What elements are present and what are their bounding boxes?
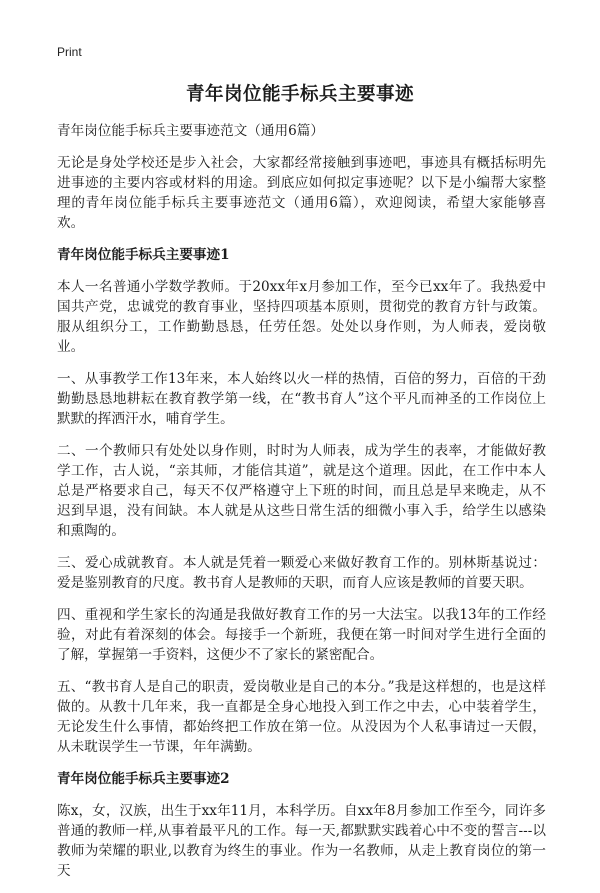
section1-paragraph-4: 三、爱心成就教育。本人就是凭着一颗爱心来做好教育工作的。别林斯基说过：爱是鉴别教育的尺度。教书育人是教师的天职，而育人应该是教师的首要天职。 xyxy=(57,555,546,591)
article-body xyxy=(57,121,546,893)
print-link[interactable]: Print xyxy=(57,45,82,59)
page-title: 青年岗位能手标兵主要事迹 xyxy=(185,84,414,105)
section1-paragraph-1: 本人一名普通小学数学教师。于20xx年x月参加工作，至今已xx年了。我热爱中国共产党，忠诚党的教育事业，坚持四项基本原则，贯彻党的教育方针与政策。服从组织分工，工作勤勤恳恳，任劳任怨。处处以身作则，为人师表，爱岗敬业。 xyxy=(57,279,546,355)
section1-paragraph-2: 一、从事教学工作13年来，本人始终以火一样的热情，百倍的努力，百倍的干劲勤勤恳恳地耕耘在教育教学第一线，在“教书育人”这个平凡而神圣的工作岗位上默默的挥洒汗水，哺育学生。 xyxy=(57,371,546,427)
article-subtitle: 青年岗位能手标兵主要事迹范文（通用6篇） xyxy=(57,123,324,139)
section2-paragraph-1: 陈x，女，汉族，出生于xx年11月，本科学历。自xx年8月参加工作至今，同许多普通的教师一样,从事着最平凡的工作。每一天,都默默实践着心中不变的誓言---以教师为荣耀的职业,以教育为终生的事业。作为一名教师，从走上教育岗位的第一天 xyxy=(57,803,546,879)
section1-paragraph-6: 五、“教书育人是自己的职责，爱岗敬业是自己的本分。”我是这样想的，也是这样做的。从教十几年来，我一直都是全身心地投入到工作之中去，心中装着学生，无论发生什么事情，都始终把工作放在第一位。从没因为个人私事请过一天假，从未耽误学生一节课，年年满勤。 xyxy=(57,679,546,755)
intro-paragraph: 无论是身处学校还是步入社会，大家都经常接触到事迹吧，事迹具有概括标明先进事迹的主要内容或材料的用途。到底应如何拟定事迹呢？以下是小编帮大家整理的青年岗位能手标兵主要事迹范文（通用6篇），欢迎阅读，希望大家能够喜欢。 xyxy=(57,155,546,231)
section1-paragraph-3: 二、一个教师只有处处以身作则，时时为人师表，成为学生的表率，才能做好教学工作，古人说，“亲其师，才能信其道”，就是这个道理。因此，在工作中本人总是严格要求自己，每天不仅严格遵守上下班的时间，而且总是早来晚走，从不迟到早退，没有间缺。本人就是从这些日常生活的细微小事入手，给学生以感染和熏陶的。 xyxy=(57,443,546,539)
section1-paragraph-5: 四、重视和学生家长的沟通是我做好教育工作的另一大法宝。以我13年的工作经验，对此有着深刻的体会。每接手一个新班，我便在第一时间对学生进行全面的了解，掌握第一手资料，这便少不了家长的紧密配合。 xyxy=(57,607,546,663)
section-heading-1: 青年岗位能手标兵主要事迹1 xyxy=(57,247,230,263)
section-heading-2: 青年岗位能手标兵主要事迹2 xyxy=(57,771,230,787)
